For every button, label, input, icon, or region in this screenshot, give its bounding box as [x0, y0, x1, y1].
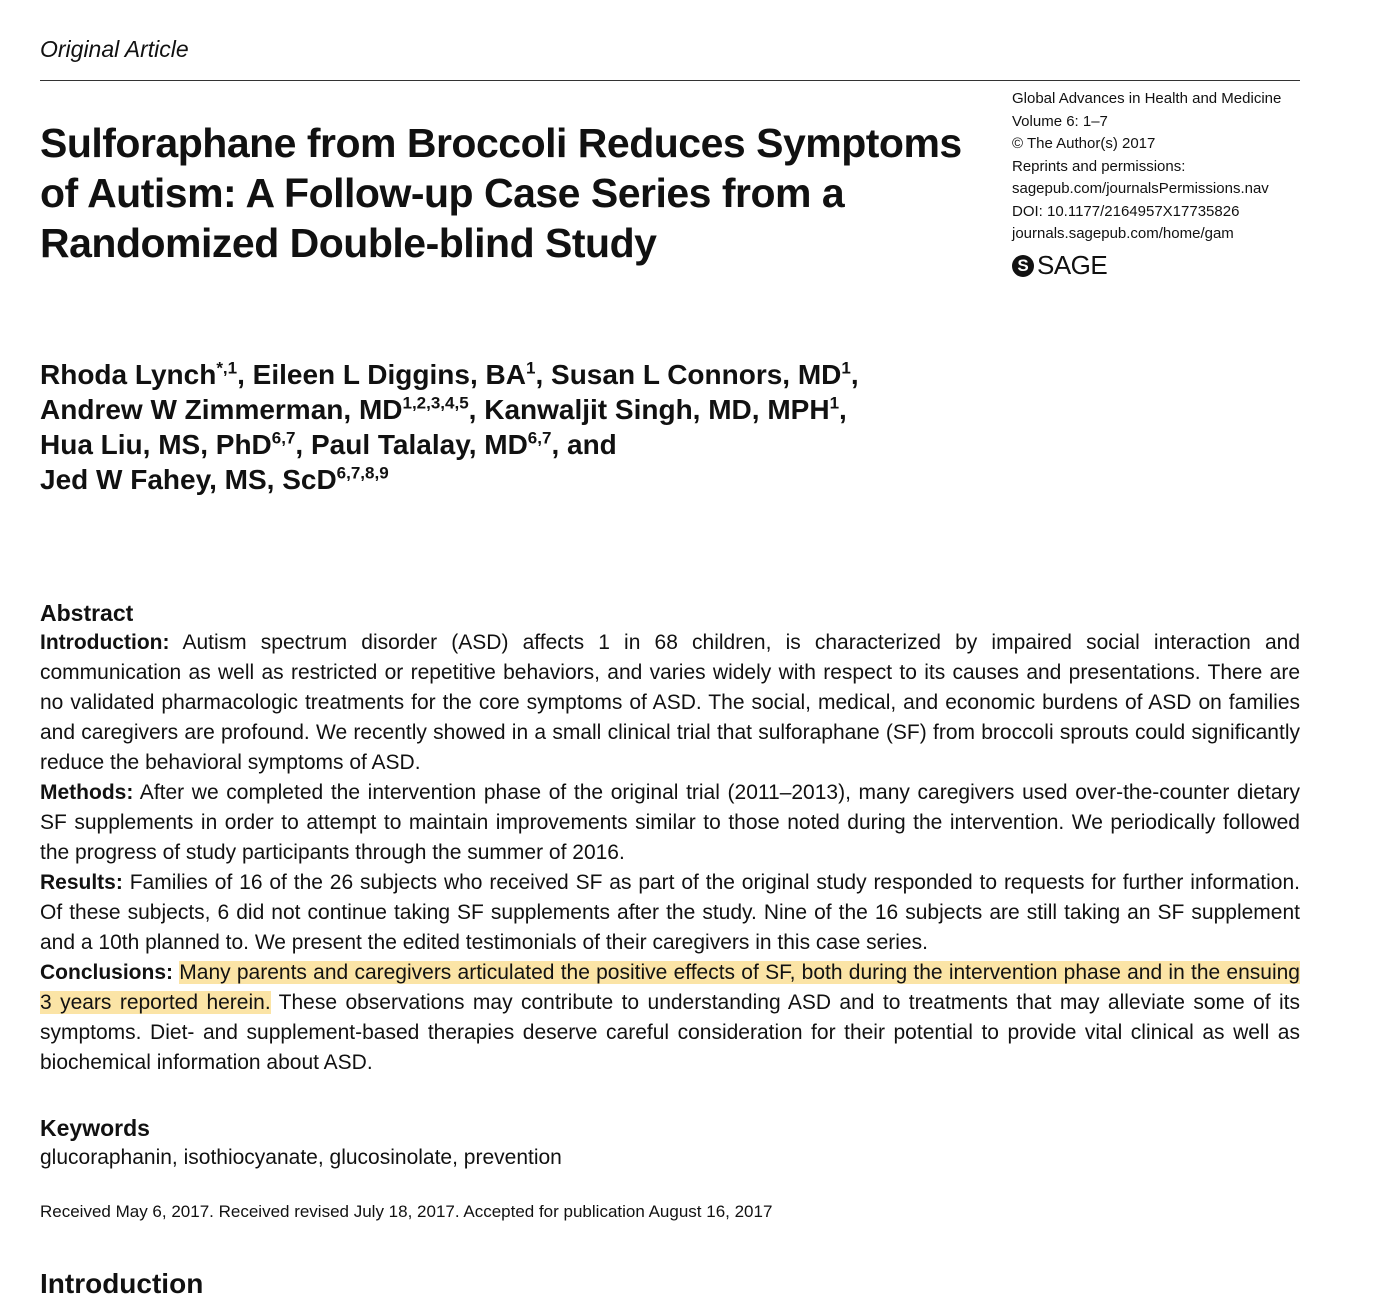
results-text: Families of 16 of the 26 subjects who received SF as part of the original study responded to requests for further information. Of these subjects, 6 did not continue taking SF supplements after the study. Nine of the 16 subjects are still taking an SF supplement and a 10th planned to. We present the edited testimonials of their caregivers in this case series. [40, 871, 1300, 954]
abstract-section [40, 598, 1300, 1078]
abstract-methods [40, 778, 1300, 868]
author-affiliation: *,1 [216, 358, 238, 378]
reprints-label: Reprints and permissions: [1012, 157, 1186, 175]
copyright-line: © The Author(s) 2017 [1012, 135, 1156, 152]
author-separator: , [850, 359, 859, 390]
abstract-results [40, 868, 1300, 958]
highlighted-text: Many parents and caregivers articulated the positive effects of SF, both during the intervention phase and in the ensuing 3 years reported herein. [40, 961, 1300, 1014]
abstract-introduction [40, 628, 1300, 778]
author-name: Jed W Fahey, MS, ScD [40, 464, 337, 495]
introduction-heading: Introduction [40, 1268, 204, 1299]
methods-text: After we completed the intervention phase of the original trial (2011–2013), many caregivers used over-the-counter dietary SF supplements in order to attempt to maintain improvements similar to those noted during the intervention. We periodically followed the progress of study participants through the summer of 2016. [40, 781, 1300, 864]
header-divider [40, 80, 1300, 81]
author-separator: , [237, 359, 253, 390]
author-name: Paul Talalay, MD [310, 429, 528, 460]
keywords-list: glucoraphanin, isothiocyanate, glucosinolate, prevention [40, 1146, 562, 1169]
author-affiliation: 1 [829, 393, 840, 413]
author-affiliation: 6,7 [527, 428, 552, 448]
author-name: Rhoda Lynch [40, 359, 217, 390]
author-affiliation: 6,7,8,9 [336, 463, 389, 483]
permissions-link[interactable]: sagepub.com/journalsPermissions.nav [1012, 180, 1269, 197]
methods-label: Methods: [40, 781, 134, 804]
introduction-label: Introduction: [40, 631, 170, 654]
author-name: Susan L Connors, MD [551, 359, 842, 390]
sage-logo [1012, 250, 1107, 281]
author-affiliation: 1 [525, 358, 536, 378]
author-name: Hua Liu, MS, PhD [40, 429, 272, 460]
author-separator: , [839, 394, 847, 425]
author-separator: , [295, 429, 311, 460]
author-name: Eileen L Diggins, BA [252, 359, 526, 390]
publication-dates: Received May 6, 2017. Received revised July 18, 2017. Accepted for publication August 16, 2017 [40, 1202, 773, 1221]
author-affiliation: 6,7 [271, 428, 296, 448]
abstract-body [40, 628, 1300, 1078]
journal-info [1012, 88, 1312, 246]
author-affiliation: 1,2,3,4,5 [402, 393, 469, 413]
introduction-text: Autism spectrum disorder (ASD) affects 1 in 68 children, is characterized by impaired social interaction and communication as well as restricted or repetitive behaviors, and varies widely with respect to its causes and presentations. There are no validated pharmacologic treatments for the core symptoms of ASD. The social, medical, and economic burdens of ASD on families and caregivers are profound. We recently showed in a small clinical trial that sulforaphane (SF) from broccoli sprouts could significantly reduce the behavioral symptoms of ASD. [40, 631, 1300, 774]
abstract-heading: Abstract [40, 600, 134, 626]
keywords-section [40, 1113, 1040, 1173]
article-type-label: Original Article [40, 36, 189, 62]
conclusions-text: These observations may contribute to understanding ASD and to treatments that may alleviate some of its symptoms. Diet- and supplement-based therapies deserve careful consideration for their potential to provide vital clinical as well as biochemical information about ASD. [40, 991, 1300, 1074]
journal-volume: Volume 6: 1–7 [1012, 112, 1108, 130]
author-name: Kanwaljit Singh, MD, MPH [484, 394, 830, 425]
doi-line[interactable]: DOI: 10.1177/2164957X17735826 [1012, 202, 1240, 220]
author-separator: , [468, 394, 485, 425]
article-title: Sulforaphane from Broccoli Reduces Symptoms of Autism: A Follow-up Case Series from a Randomized Double-blind Study [40, 120, 962, 266]
journal-name: Global Advances in Health and Medicine [1012, 90, 1282, 107]
author-name: Andrew W Zimmerman, MD [40, 394, 403, 425]
journal-link[interactable]: journals.sagepub.com/home/gam [1012, 225, 1234, 242]
author-affiliation: 1 [841, 358, 851, 378]
publisher-name: SAGE [1037, 250, 1108, 280]
sage-mark-icon: S [1012, 255, 1034, 277]
keywords-heading: Keywords [40, 1115, 150, 1141]
author-separator: , [535, 359, 552, 390]
author-separator: , and [551, 429, 617, 460]
abstract-conclusions [40, 958, 1300, 1078]
author-list [40, 357, 1040, 497]
conclusions-label: Conclusions: [40, 961, 174, 984]
results-label: Results: [40, 871, 123, 894]
